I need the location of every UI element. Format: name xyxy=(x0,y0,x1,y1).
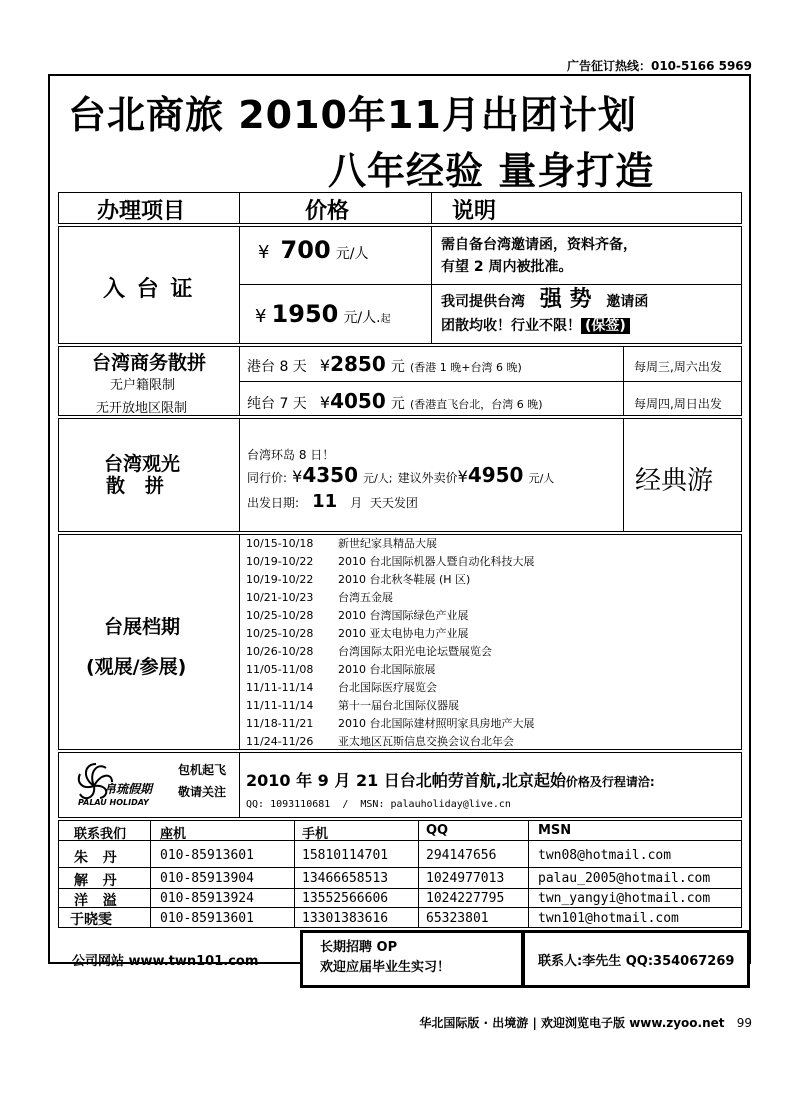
entry-permit-note-1: 需自备台湾邀请函，资料齐备， 有望 2 周内被批准。 xyxy=(441,237,637,275)
exhibition-list xyxy=(246,535,736,751)
list-item: 10/19-10/22 2010 台北国际机器人暨自动化科技大展 xyxy=(246,555,535,568)
classic-tour-tag: 经典游 xyxy=(635,466,714,496)
table-row-name: 于晓雯 xyxy=(70,912,112,928)
table-row-cell: twn_yangyi@hotmail.com xyxy=(538,891,711,906)
list-item: 10/19-10/22 2010 台北秋冬鞋展 (H 区) xyxy=(246,573,471,586)
table-row-cell: 13301383616 xyxy=(302,911,389,926)
table-row-cell: 13552566606 xyxy=(302,891,389,906)
header-item: 办理项目 xyxy=(97,199,186,224)
charter-divider-v xyxy=(239,752,240,818)
table-row-cell: 65323801 xyxy=(426,911,489,926)
list-item: 11/11-11/14 第十一届台北国际仪器展 xyxy=(246,699,459,712)
charter-headline: 2010 年 9 月 21 日台北帕劳首航,北京起始价格及行程请洽: xyxy=(246,771,655,790)
logo-subtext: PALAU HOLIDAY xyxy=(78,798,149,807)
charter-label: 包机起飞 敬请关注 xyxy=(178,763,227,799)
logo-text: 帛琉假期 xyxy=(104,782,153,796)
business-tour-sub-2: 无开放地区限制 xyxy=(96,401,188,416)
list-item: 10/25-10/28 2010 台湾国际绿色产业展 xyxy=(246,609,469,622)
entry-permit-divider-h xyxy=(239,284,742,285)
business-row-2: 纯台 7 天 ¥4050 元 (香港直飞台北，台湾 6 晚) xyxy=(247,389,543,413)
contacts-divider-4 xyxy=(528,820,529,928)
contacts-header: 手机 xyxy=(302,827,329,842)
list-item: 11/11-11/14 台北国际医疗展览会 xyxy=(246,681,437,694)
contact-person: 联系人:李先生 QQ:354067269 xyxy=(538,954,735,969)
price-unit: 元/人 xyxy=(335,246,369,262)
list-item: 10/26-10/28 台湾国际太阳光电论坛暨展览会 xyxy=(246,645,492,658)
price-unit: 元/人. xyxy=(343,310,381,326)
business-divider-h xyxy=(239,381,742,382)
price-unit-suffix: 起 xyxy=(380,314,391,325)
palau-holiday-logo xyxy=(74,758,162,810)
table-row-name: 朱 丹 xyxy=(74,850,117,866)
table-row-cell: 1024977013 xyxy=(426,871,505,886)
table-row-cell: 294147656 xyxy=(426,848,497,863)
sightseeing-divider-v2 xyxy=(623,418,624,532)
table-row-cell: 010-85913601 xyxy=(160,848,254,863)
list-item: 11/05-11/08 2010 台北国际旅展 xyxy=(246,663,436,676)
price-value: 700 xyxy=(280,236,331,264)
entry-permit-divider-v2 xyxy=(431,226,432,344)
entry-permit-price-1 xyxy=(258,236,368,264)
list-item: 10/21-10/23 台湾五金展 xyxy=(246,591,393,604)
footer-text: 华北国际版 · 出境游 | 欢迎浏览电子版 www.zyoo.net xyxy=(419,1016,725,1030)
list-item: 11/24-11/26 亚太地区瓦斯信息交换会议台北年会 xyxy=(246,735,514,748)
table-row-cell: 1024227795 xyxy=(426,891,505,906)
table-row-cell: 010-85913601 xyxy=(160,911,254,926)
business-tour-title: 台湾商务散拼 xyxy=(92,352,207,374)
contacts-header: 联系我们 xyxy=(74,827,127,842)
table-row-cell: 010-85913904 xyxy=(160,871,254,886)
table-row-cell: twn101@hotmail.com xyxy=(538,911,679,926)
contacts-divider-3 xyxy=(418,820,419,928)
contacts-divider-h2 xyxy=(58,867,742,868)
table-row-name: 洋 溢 xyxy=(74,893,117,909)
header-notes: 说明 xyxy=(452,199,497,224)
list-item: 11/18-11/21 2010 台北国际建材照明家具房地产大展 xyxy=(246,717,535,730)
business-schedule-2: 每周四,周日出发 xyxy=(634,397,722,411)
table-row-cell: palau_2005@hotmail.com xyxy=(538,871,711,886)
contacts-header: MSN xyxy=(538,823,572,838)
charter-contact: QQ: 1093110681 / MSN: palauholiday@live.cn xyxy=(246,799,511,810)
page-slogan: 八年经验 量身打造 xyxy=(328,149,655,193)
header-price: 价格 xyxy=(305,199,350,224)
entry-permit-note-2: 我司提供台湾 强 势 邀请函 团散均收！行业不限！ (保签) xyxy=(441,287,649,334)
contacts-header: 座机 xyxy=(160,827,187,842)
header-col-divider-1 xyxy=(239,192,240,224)
contacts-divider-1 xyxy=(150,820,151,928)
sightseeing-departure: 出发日期: 11 月 天天发团 xyxy=(247,491,418,512)
list-item: 10/25-10/28 2010 亚太电协电力产业展 xyxy=(246,627,469,640)
table-row-cell: twn08@hotmail.com xyxy=(538,848,672,863)
recruit-text: 长期招聘 OP 欢迎应届毕业生实习！ xyxy=(320,940,451,975)
page-number: 99 xyxy=(736,1016,752,1030)
exhibitions-subtitle: (观展/参展) xyxy=(86,656,187,678)
header-col-divider-2 xyxy=(431,192,432,224)
exhibitions-divider-v xyxy=(239,534,240,750)
business-tour-sub-1: 无户籍限制 xyxy=(110,378,176,393)
contacts-divider-h3 xyxy=(58,888,742,889)
entry-permit-price-2 xyxy=(255,300,391,328)
sightseeing-divider-v xyxy=(239,418,240,532)
page-title: 台北商旅 2010年11月出团计划 xyxy=(68,93,637,137)
business-row-1: 港台 8 天 ¥2850 元 (香港 1 晚+台湾 6 晚) xyxy=(247,352,522,376)
company-website: 公司网站 www.twn101.com xyxy=(72,954,259,969)
yuan-symbol: ¥ xyxy=(258,242,270,263)
contacts-header: QQ xyxy=(426,823,449,838)
yuan-symbol: ¥ xyxy=(255,306,267,327)
ad-hotline: 广告征订热线：010-5166 5969 xyxy=(566,59,752,73)
strong-highlight: 强 势 xyxy=(539,287,592,312)
contacts-divider-h4 xyxy=(58,907,742,908)
table-row-cell: 010-85913924 xyxy=(160,891,254,906)
exhibitions-title: 台展档期 xyxy=(104,616,181,638)
list-item: 10/15-10/18 新世纪家具精品大展 xyxy=(246,537,437,550)
contacts-divider-2 xyxy=(294,820,295,928)
page-footer xyxy=(419,1014,752,1031)
entry-permit-label: 入 台 证 xyxy=(103,277,195,302)
table-row-cell: 13466658513 xyxy=(302,871,389,886)
table-row-name: 解 丹 xyxy=(74,873,117,889)
sightseeing-prices: 同行价: ¥4350 元/人; 建议外卖价¥4950 元/人 xyxy=(247,463,555,487)
sightseeing-title: 台湾观光 散 拼 xyxy=(104,453,181,497)
table-row-cell: 15810114701 xyxy=(302,848,389,863)
entry-permit-divider-v xyxy=(239,226,240,344)
sightseeing-line-1: 台湾环岛 8 日！ xyxy=(247,448,335,462)
price-value: 1950 xyxy=(271,300,339,328)
business-schedule-1: 每周三,周六出发 xyxy=(634,360,722,374)
guaranteed-visa-badge: (保签) xyxy=(581,318,630,334)
